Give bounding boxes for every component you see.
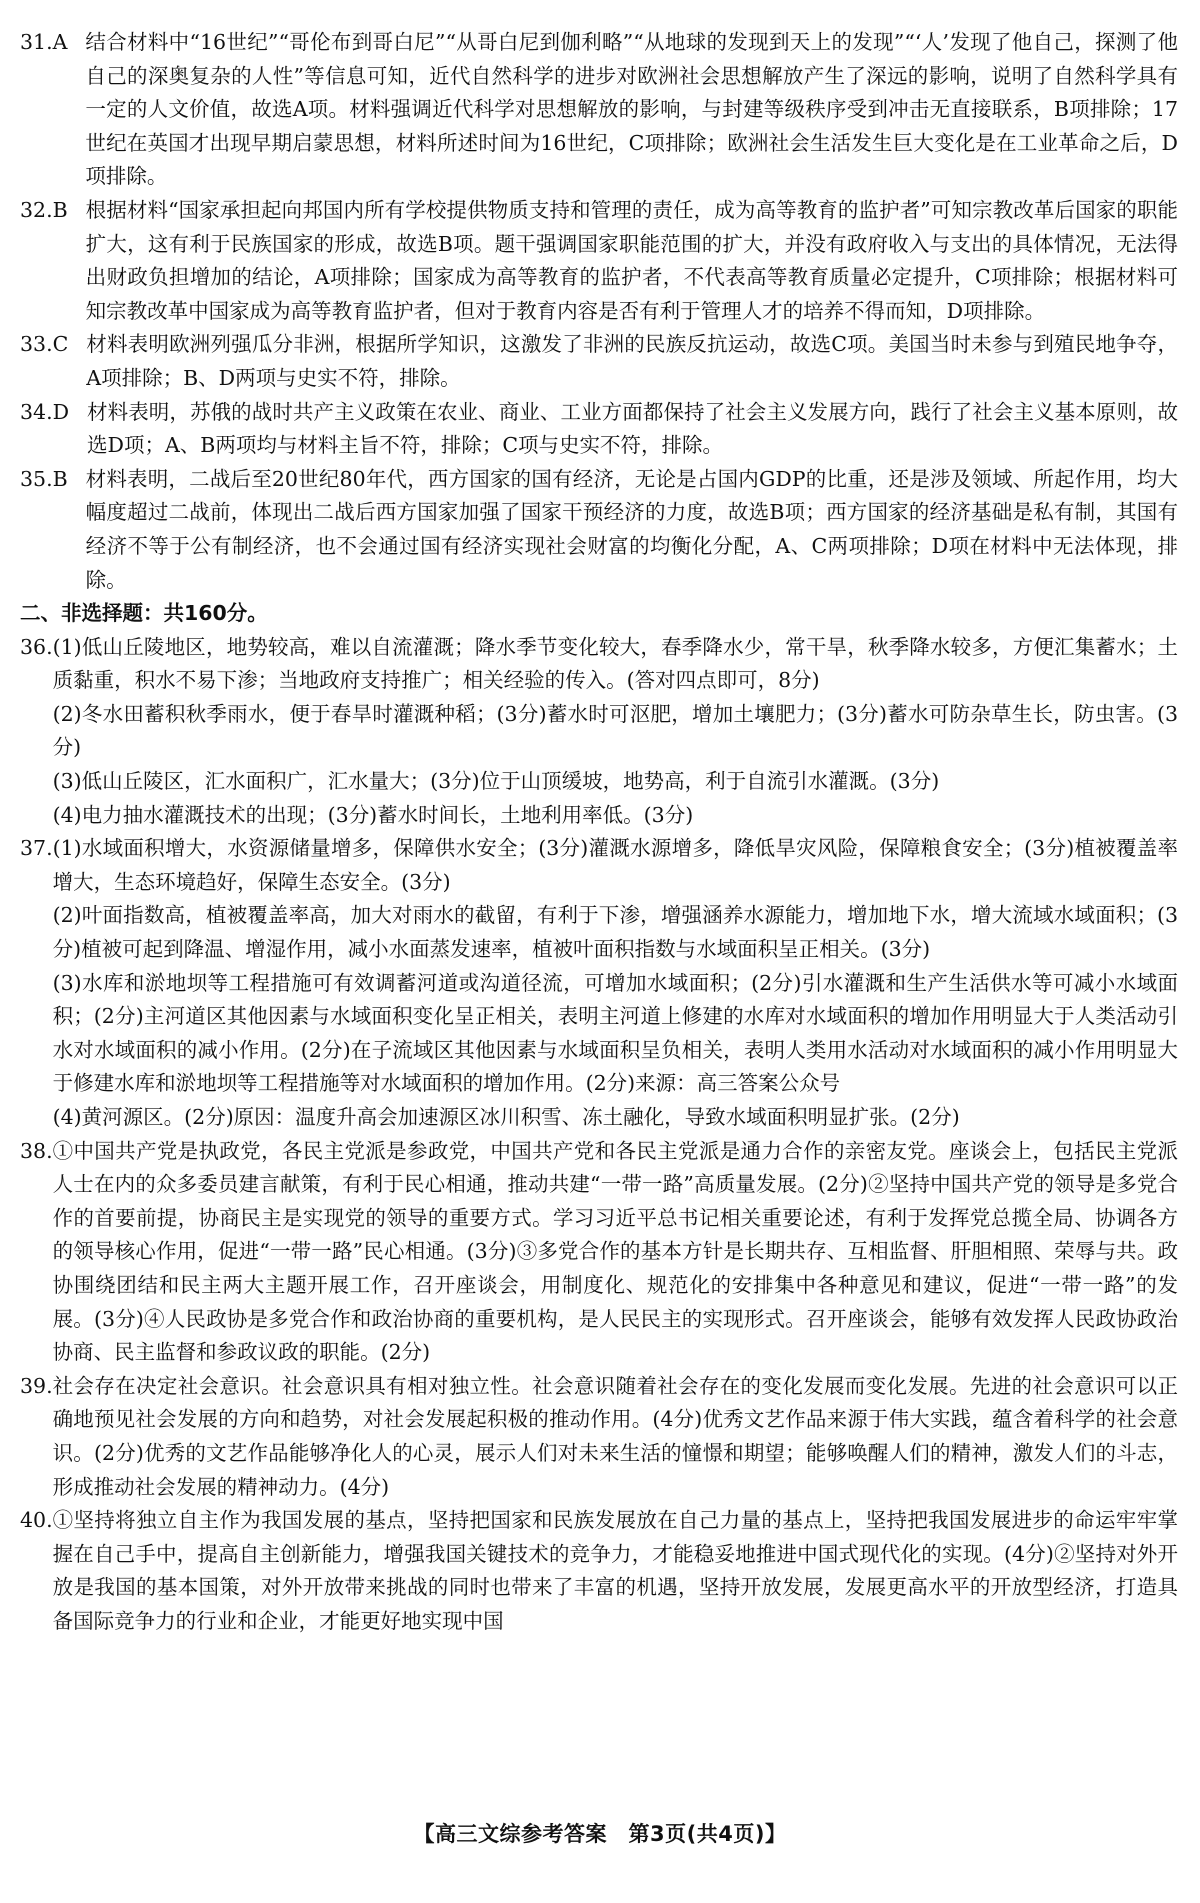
answer-body (86, 463, 1178, 597)
answer-number: 34.D (20, 399, 70, 424)
answer-item (20, 463, 1178, 597)
answer-body (85, 26, 1178, 194)
answer-item (20, 1135, 1178, 1370)
answer-item (20, 328, 1178, 395)
answer-number: 39. (20, 1373, 53, 1398)
answer-number: 40. (20, 1508, 53, 1533)
answer-paragraph: (1)水域面积增大，水资源储量增多，保障供水安全；(3分)灌溉水源增多，降低旱灾风险，保障粮食安全；(3分)植被覆盖率增大，生态环境趋好，保障生态安全。(3分) (52, 836, 1178, 894)
answer-body (53, 1504, 1178, 1638)
answer-paragraph: 材料表明，二战后至20世纪80年代，西方国家的国有经济，无论是占国内GDP的比重，还是涉及领域、所起作用，均大幅度超过二战前，体现出二战后西方国家加强了国家干预经济的力度，故选B项；西方国家的经济基础是私有制，其国有经济不等于公有制经济，也不会通过国有经济实现社会财富的均衡化分配，A、C两项排除；D项在材料中无法体现，排除。 (85, 466, 1178, 592)
answer-number: 35.B (20, 466, 68, 491)
answer-content (20, 26, 1178, 1639)
answer-paragraph: 材料表明，苏俄的战时共产主义政策在农业、商业、工业方面都保持了社会主义发展方向，践行了社会主义基本原则，故选D项；A、B两项均与材料主旨不符，排除；C项与史实不符，排除。 (87, 399, 1178, 458)
answer-body (53, 832, 1178, 1134)
answer-item (20, 194, 1178, 328)
answer-number: 33.C (20, 332, 69, 357)
answer-paragraph: 社会存在决定社会意识。社会意识具有相对独立性。社会意识随着社会存在的变化发展而变化发展。先进的社会意识可以正确地预见社会发展的方向和趋势，对社会发展起积极的推动作用。(4分)优秀文艺作品来源于伟大实践，蕴含着科学的社会意识。(2分)优秀的文艺作品能够净化人的心灵，展示人们对未来生活的憧憬和期望；能够唤醒人们的精神，激发人们的斗志，形成推动社会发展的精神动力。(4分) (52, 1373, 1178, 1499)
answer-paragraph: 材料表明欧洲列强瓜分非洲，根据所学知识，这激发了非洲的民族反抗运动，故选C项。美国当时未参与到殖民地争夺，A项排除；B、D两项与史实不符，排除。 (86, 332, 1178, 390)
answer-item (20, 396, 1178, 463)
answer-paragraph: (3)低山丘陵区，汇水面积广，汇水量大；(3分)位于山顶缓坡，地势高，利于自流引水灌溉。(3分) (52, 769, 940, 794)
answer-body (87, 396, 1178, 463)
answer-paragraph: (2)冬水田蓄积秋季雨水，便于春旱时灌溉种稻；(3分)蓄水时可沤肥，增加土壤肥力；(3分)蓄水可防杂草生长，防虫害。(3分) (52, 701, 1178, 760)
subjective-answers (20, 631, 1178, 1639)
answer-body (53, 1135, 1178, 1370)
answer-number: 38. (20, 1138, 53, 1163)
answer-paragraph: ①中国共产党是执政党，各民主党派是参政党，中国共产党和各民主党派是通力合作的亲密友党。座谈会上，包括民主党派人士在内的众多委员建言献策，有利于民心相通，推动共建“一带一路”高质量发展。(2分)②坚持中国共产党的领导是多党合作的首要前提，协商民主是实现党的领导的重要方式。学习习近平总书记相关重要论述，有利于发挥党总揽全局、协调各方的领导核心作用，促进“一带一路”民心相通。(3分)③多党合作的基本方针是长期共存、互相监督、肝胆相照、荣辱与共。政协围绕团结和民主两大主题开展工作，召开座谈会，用制度化、规范化的安排集中各种意见和建议，促进“一带一路”的发展。(3分)④人民政协是多党合作和政治协商的重要机构，是人民民主的实现形式。召开座谈会，能够有效发挥人民政协政治协商、民主监督和参政议政的职能。(2分) (52, 1138, 1178, 1365)
answer-paragraph: (3)水库和淤地坝等工程措施可有效调蓄河道或沟道径流，可增加水域面积；(2分)引水灌溉和生产生活供水等可减小水域面积；(2分)主河道区其他因素与水域面积变化呈正相关，表明主河道上修建的水库对水域面积的增加作用明显大于人类活动引水对水域面积的减小作用。(2分)在子流域区其他因素与水域面积呈负相关，表明人类用水活动对水域面积的减小作用明显大于修建水库和淤地坝等工程措施等对水域面积的增加作用。(2分)来源：高三答案公众号 (52, 970, 1178, 1096)
answer-paragraph: (2)叶面指数高，植被覆盖率高，加大对雨水的截留，有利于下渗，增强涵养水源能力，增加地下水，增大流域水域面积；(3分)植被可起到降温、增湿作用，减小水面蒸发速率，植被叶面积指数与水域面积呈正相关。(3分) (52, 903, 1178, 962)
section-heading: 二、非选择题：共160分。 (20, 601, 268, 626)
answer-number: 36. (20, 634, 53, 659)
answer-body (86, 194, 1178, 328)
answer-paragraph: 结合材料中“16世纪”“哥伦布到哥白尼”“从哥白尼到伽利略”“从地球的发现到天上的发现”“‘人’发现了他自己，探测了他自己的深奥复杂的人性”等信息可知，近代自然科学的进步对欧洲社会思想解放产生了深远的影响，说明了自然科学具有一定的人文价值，故选A项。材料强调近代科学对思想解放的影响，与封建等级秩序受到冲击无直接联系，B项排除；17世纪在英国才出现早期启蒙思想，材料所述时间为16世纪，C项排除；欧洲社会生活发生巨大变化是在工业革命之后，D项排除。 (85, 30, 1178, 189)
multiple-choice-answers (20, 26, 1178, 597)
answer-item (20, 832, 1178, 1134)
answer-paragraph: (4)黄河源区。(2分)原因：温度升高会加速源区冰川积雪、冻土融化，导致水域面积明显扩张。(2分) (52, 1105, 960, 1129)
answer-body (53, 631, 1178, 833)
answer-item (20, 631, 1178, 833)
answer-paragraph: (4)电力抽水灌溉技术的出现；(3分)蓄水时间长，土地利用率低。(3分) (52, 802, 694, 827)
answer-paragraph: 根据材料“国家承担起向邦国内所有学校提供物质支持和管理的责任，成为高等教育的监护者”可知宗教改革后国家的职能扩大，这有利于民族国家的形成，故选B项。题干强调国家职能范围的扩大，并没有政府收入与支出的具体情况，无法得出财政负担增加的结论，A项排除；国家成为高等教育的监护者，不代表高等教育质量必定提升，C项排除；根据材料可知宗教改革中国家成为高等教育监护者，但对于教育内容是否有利于管理人才的培养不得而知，D项排除。 (85, 197, 1178, 323)
answer-item (20, 26, 1178, 194)
answer-item (20, 1370, 1178, 1504)
answer-number: 31.A (20, 30, 68, 54)
answer-item (20, 1504, 1178, 1638)
answer-number: 32.B (20, 197, 68, 222)
answer-body (86, 328, 1178, 395)
answer-paragraph: ①坚持将独立自主作为我国发展的基点，坚持把国家和民族发展放在自己力量的基点上，坚持把我国发展进步的命运牢牢掌握在自己手中，提高自主创新能力，增强我国关键技术的竞争力，才能稳妥地推进中国式现代化的实现。(4分)②坚持对外开放是我国的基本国策，对外开放带来挑战的同时也带来了丰富的机遇，坚持开放发展，发展更高水平的开放型经济，打造具备国际竞争力的行业和企业，才能更好地实现中国 (52, 1508, 1178, 1633)
answer-body (53, 1370, 1178, 1504)
answer-paragraph: (1)低山丘陵地区，地势较高，难以自流灌溉；降水季节变化较大，春季降水少，常干旱，秋季降水较多，方便汇集蓄水；土质黏重，积水不易下渗；当地政府支持推广；相关经验的传入。(答对四点即可，8分) (52, 634, 1178, 693)
answer-number: 37. (20, 836, 53, 861)
page-footer: 【高三文综参考答案 第3页(共4页)】 (413, 1822, 787, 1846)
